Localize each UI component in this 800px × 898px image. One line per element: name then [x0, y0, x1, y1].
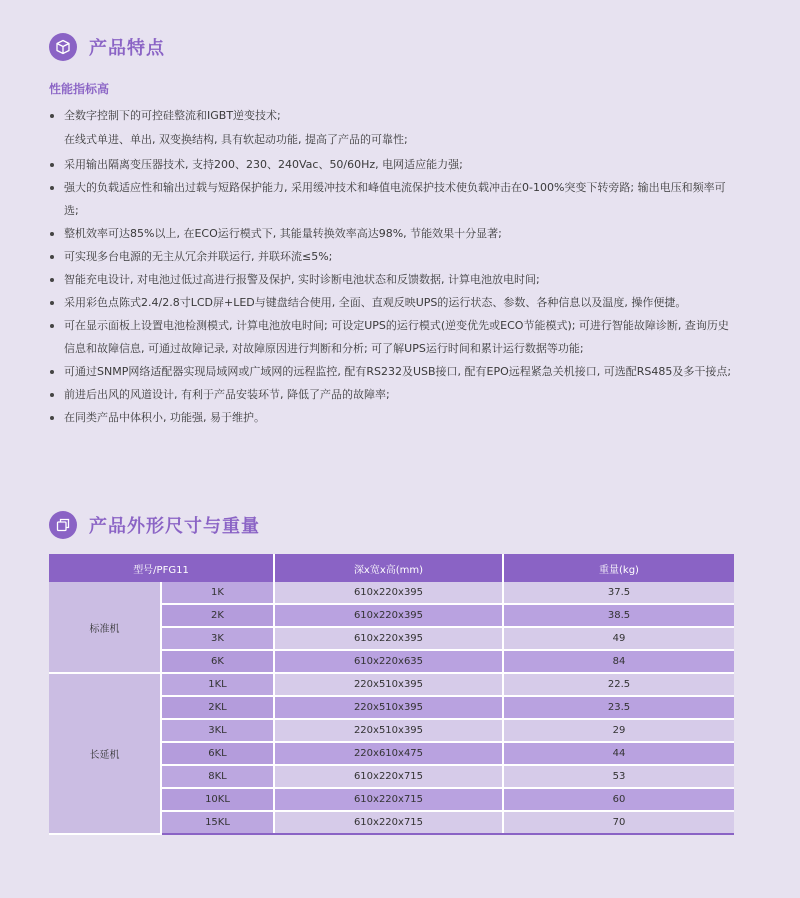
model-cell: 3KL	[161, 719, 274, 742]
model-cell: 15KL	[161, 811, 274, 834]
dimensions-cell: 610x220x395	[274, 582, 503, 604]
spec-table	[49, 554, 734, 835]
copy-icon	[49, 511, 77, 539]
group-label: 标准机	[49, 582, 161, 673]
model-cell: 8KL	[161, 765, 274, 788]
feature-item: 前进后出风的风道设计, 有利于产品安装环节, 降低了产品的故障率;	[49, 383, 739, 406]
dimensions-cell: 220x510x395	[274, 673, 503, 696]
weight-cell: 37.5	[503, 582, 734, 604]
model-cell: 1KL	[161, 673, 274, 696]
model-cell: 3K	[161, 627, 274, 650]
model-cell: 2K	[161, 604, 274, 627]
weight-cell: 60	[503, 788, 734, 811]
dimensions-cell: 610x220x395	[274, 627, 503, 650]
model-cell: 2KL	[161, 696, 274, 719]
feature-item: 智能充电设计, 对电池过低过高进行报警及保护, 实时诊断电池状态和反馈数据, 计算电池放电时间;	[49, 268, 739, 291]
dimensions-cell: 610x220x635	[274, 650, 503, 673]
header-model: 型号/PFG11	[49, 554, 274, 582]
dimensions-cell: 220x510x395	[274, 696, 503, 719]
section-header-dimensions	[49, 511, 260, 539]
table-header-row	[49, 554, 734, 582]
weight-cell: 22.5	[503, 673, 734, 696]
feature-item: 采用输出隔离变压器技术, 支持200、230、240Vac、50/60Hz, 电网适应能力强;	[49, 153, 739, 176]
weight-cell: 70	[503, 811, 734, 834]
table-row	[49, 582, 734, 604]
weight-cell: 38.5	[503, 604, 734, 627]
feature-item: 整机效率可达85%以上, 在ECO运行模式下, 其能量转换效率高达98%, 节能效果十分显著;	[49, 222, 739, 245]
feature-item: 可在显示面板上设置电池检测模式, 计算电池放电时间; 可设定UPS的运行模式(逆变优先或ECO节能模式); 可进行智能故障诊断, 查询历史信息和故障信息, 可通过故障记录, 对故障原因进行判断和分析; 可了解UPS运行时间和累计运行数据等功能;	[49, 314, 739, 360]
box-icon	[49, 33, 77, 61]
weight-cell: 23.5	[503, 696, 734, 719]
weight-cell: 53	[503, 765, 734, 788]
header-weight: 重量(kg)	[503, 554, 734, 582]
feature-list	[49, 104, 739, 429]
dimensions-cell: 220x510x395	[274, 719, 503, 742]
model-cell: 6KL	[161, 742, 274, 765]
model-cell: 10KL	[161, 788, 274, 811]
feature-item: 可通过SNMP网络适配器实现局域网或广域网的远程监控, 配有RS232及USB接口, 配有EPO远程紧急关机接口, 可选配RS485及多干接点;	[49, 360, 739, 383]
weight-cell: 49	[503, 627, 734, 650]
weight-cell: 84	[503, 650, 734, 673]
group-label: 长延机	[49, 673, 161, 834]
header-dimensions: 深x宽x高(mm)	[274, 554, 503, 582]
feature-item: 在同类产品中体积小, 功能强, 易于维护。	[49, 406, 739, 429]
feature-item: 强大的负载适应性和输出过载与短路保护能力, 采用缓冲技术和峰值电流保护技术使负载冲击在0-100%突变下转旁路; 输出电压和频率可选;	[49, 176, 739, 222]
dimensions-cell: 220x610x475	[274, 742, 503, 765]
dimensions-cell: 610x220x715	[274, 811, 503, 834]
section-title-features: 产品特点	[89, 38, 165, 59]
section-title-dimensions: 产品外形尺寸与重量	[89, 516, 260, 537]
feature-item: 在线式单进、单出, 双变换结构, 具有软起动功能, 提高了产品的可靠性;	[64, 133, 408, 146]
dimensions-cell: 610x220x715	[274, 765, 503, 788]
model-cell: 6K	[161, 650, 274, 673]
model-cell: 1K	[161, 582, 274, 604]
weight-cell: 44	[503, 742, 734, 765]
dimensions-cell: 610x220x395	[274, 604, 503, 627]
weight-cell: 29	[503, 719, 734, 742]
table-row	[49, 673, 734, 696]
feature-item: 采用彩色点陈式2.4/2.8寸LCD屏+LED与键盘结合使用, 全面、直观反映UPS的运行状态、参数、各种信息以及温度, 操作便捷。	[49, 291, 739, 314]
section-header-features	[49, 33, 165, 61]
subheading-performance: 性能指标高	[49, 82, 110, 96]
dimensions-cell: 610x220x715	[274, 788, 503, 811]
feature-item: 全数字控制下的可控硅整流和IGBT逆变技术;	[49, 104, 739, 127]
feature-item: 可实现多台电源的无主从冗余并联运行, 并联环流≤5%;	[49, 245, 739, 268]
